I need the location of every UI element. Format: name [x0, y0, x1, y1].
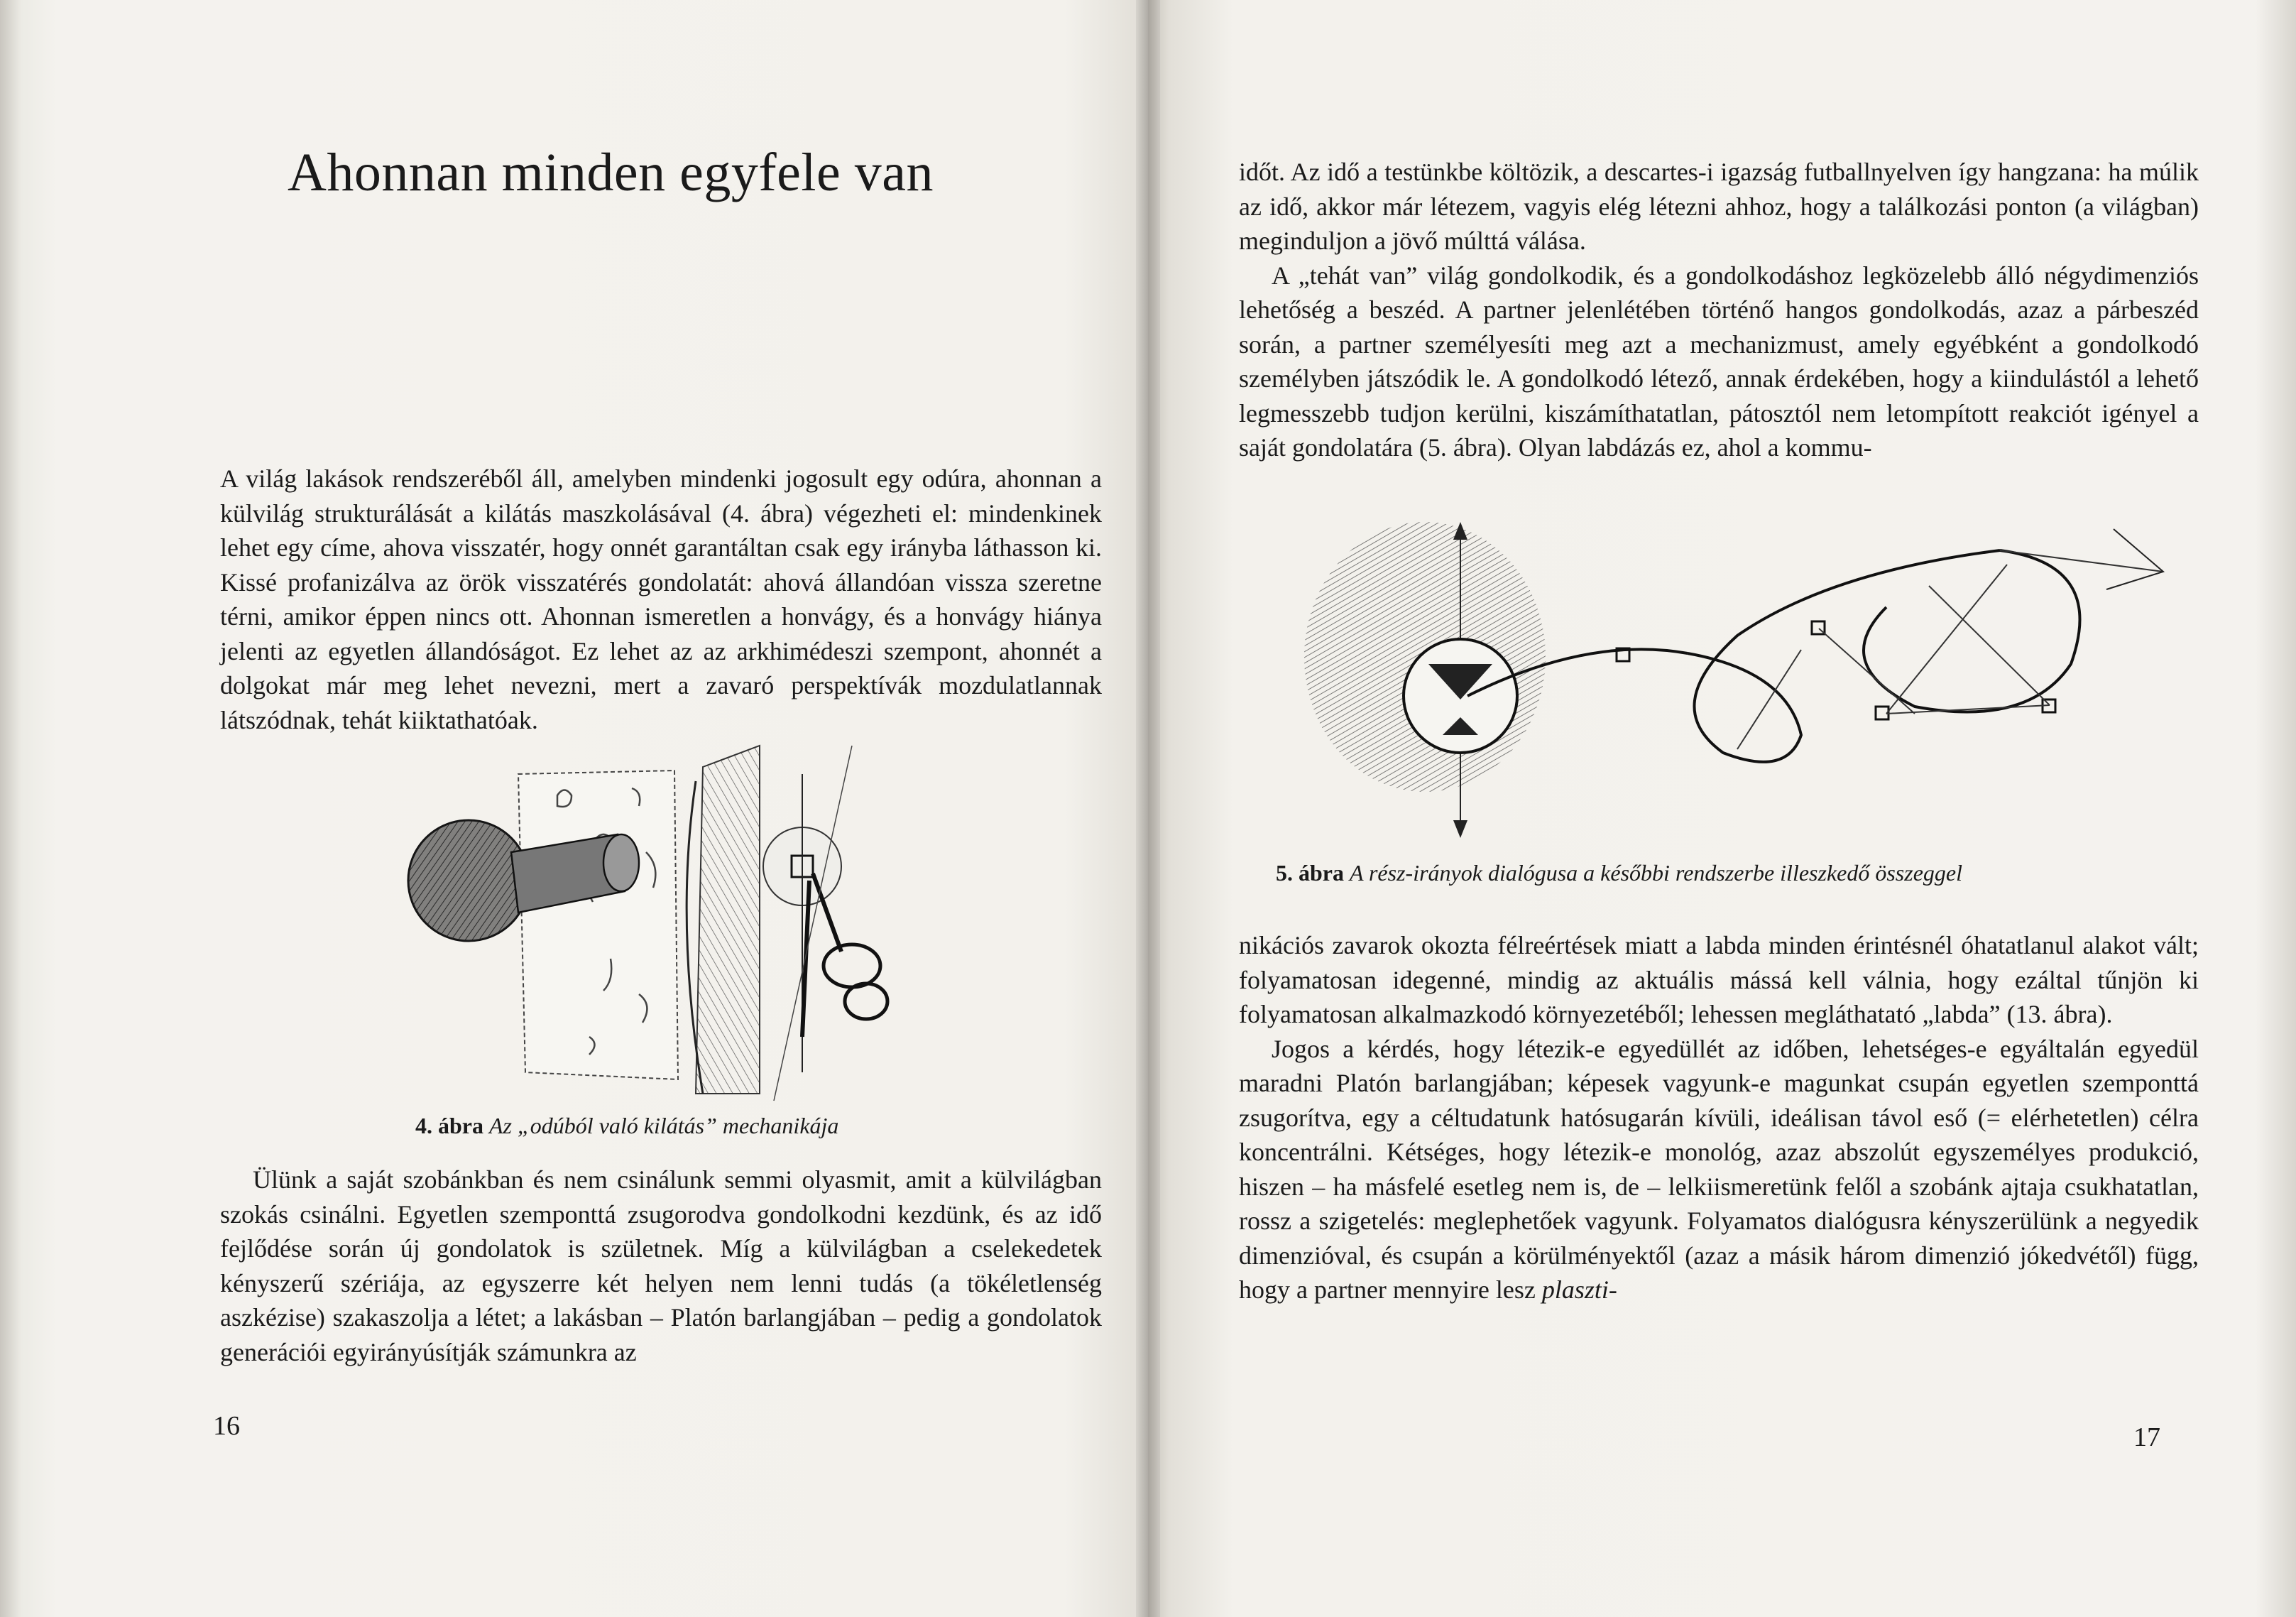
italic-ending: plaszti- [1541, 1275, 1617, 1304]
caption-number: 4. ábra [415, 1113, 483, 1138]
figure-5-illustration [1290, 522, 2199, 842]
chapter-title: Ahonnan minden egyfele van [288, 143, 934, 202]
paragraph-text: Jogos a kérdés, hogy létezik-e egyedüllét az időben, lehetséges-e egyáltalán egyedül maradni Platón barlangjában; képesek vagyunk-e magunkat csupán egyetlen szemponttá zsugorítva, egy a céltudatunk hatósugarán kívüli, ideálisan távol eső (= elérhetetlen) célra koncentrálni. Kétséges, hogy létezik-e monológ, azaz abszolút egyszemélyes produkció, hiszen – ha másfelé esetleg nem is, de – lelkiismeretünk felől a szobánk ajtaja csukhatatlan, rossz a szigetelés: meglephetőek vagyunk. Folyamatos dialógusra kényszerülünk a negyedik dimenzióval, és csupán a körülményektől (azaz a másik három dimenzió jókedvétől) függ, hogy a partner mennyire lesz [1239, 1034, 2199, 1304]
left-paragraph-1 [220, 462, 1102, 737]
paragraph-text: A világ lakások rendszeréből áll, amelyben mindenki jogosult egy odúra, ahonnan a külvilág strukturálását a kilátás maszkolásával (4. ábra) végezheti el: mindenkinek lehet egy címe, ahova visszatér, hogy onnét garantáltan csak egy irányba láthasson ki. Kissé profanizálva az örök visszatérés gondolatát: ahová állandóan vissza szeretne térni, amikor éppen nincs ott. Ahonnan ismeretlen a honvágy, és a honvágy hiánya jelenti az egyetlen állandóságot. Ez lehet az az arkhimédeszi szempont, ahonnét a dolgokat már meg lehet nevezni, mert a zavaró perspektívák mozdulatlannak látszódnak, tehát kiiktathatóak. [220, 464, 1102, 734]
page-number-left: 16 [213, 1411, 240, 1441]
paragraph-text: időt. Az idő a testünkbe költözik, a descartes-i igazság futballnyelven így hangzana: ha múlik az idő, akkor már létezem, vagyis elég létezni ahhoz, hogy a találkozási ponton (a világban) meginduljon a jövő múlttá válása. [1239, 158, 2199, 255]
figure-5-caption [1276, 860, 1962, 886]
paragraph-text: A „tehát van” világ gondolkodik, és a gondolkodáshoz legközelebb álló négydimenziós lehetőség a beszéd. A partner jelenlétében történő hangos gondolkodás, azaz a párbeszéd során, a partner személyesíti meg azt a mechanizmust, amely egyébként a gondolkodó személyben játszódik le. A gondolkodó létező, annak érdekében, hogy a kiindulástól a lehető legmesszebb tudjon kerülni, kiszámíthatatlan, pátosztól nem letompított reakciót igényel a saját gondolatára (5. ábra). Olyan labdázás ez, ahol a kommu- [1239, 261, 2199, 462]
page-number-right: 17 [2133, 1422, 2160, 1452]
paragraph-text: Ülünk a saját szobánkban és nem csinálunk semmi olyasmit, amit a külvilágban szokás csinálni. Egyetlen szemponttá zsugorodva gondolkodni kezdünk, és az idő fejlődése során új gondolatok is születnek. Míg a külvilágban a cselekedetek kényszerű szériája, az egyszerre két helyen nem lenni tudás (a tökéletlenség aszkézise) szakaszolja a létet; a lakásban – Platón barlangjában – pedig a gondolatok generációi egyirányúsítják számunkra az [220, 1165, 1102, 1366]
right-page [1148, 0, 2296, 1617]
figure-4-caption [415, 1113, 838, 1139]
book-gutter [1136, 0, 1160, 1617]
caption-text: A rész-irányok dialógusa a későbbi rendszerbe illeszkedő összeggel [1350, 860, 1962, 886]
caption-number: 5. ábra [1276, 860, 1344, 886]
paragraph-text: nikációs zavarok okozta félreértések miatt a labda minden érintésnél óhatatlanul alakot vált; folyamatosan idegenné, mindig az aktuális mássá kell válnia, hogy ezáltal tűnjön ki folyamatosan alkalmazkodó környezetéből; lehessen megláthatató „labda” (13. ábra). [1239, 931, 2199, 1028]
caption-text: Az „odúból való kilátás” mechanikája [489, 1113, 839, 1138]
figure-4-illustration [405, 739, 916, 1108]
right-paragraph-1 [1239, 155, 2199, 465]
paragraph-text-with-italic [1239, 1032, 2199, 1307]
left-paragraph-2 [220, 1163, 1102, 1369]
right-paragraph-2 [1239, 928, 2199, 1307]
